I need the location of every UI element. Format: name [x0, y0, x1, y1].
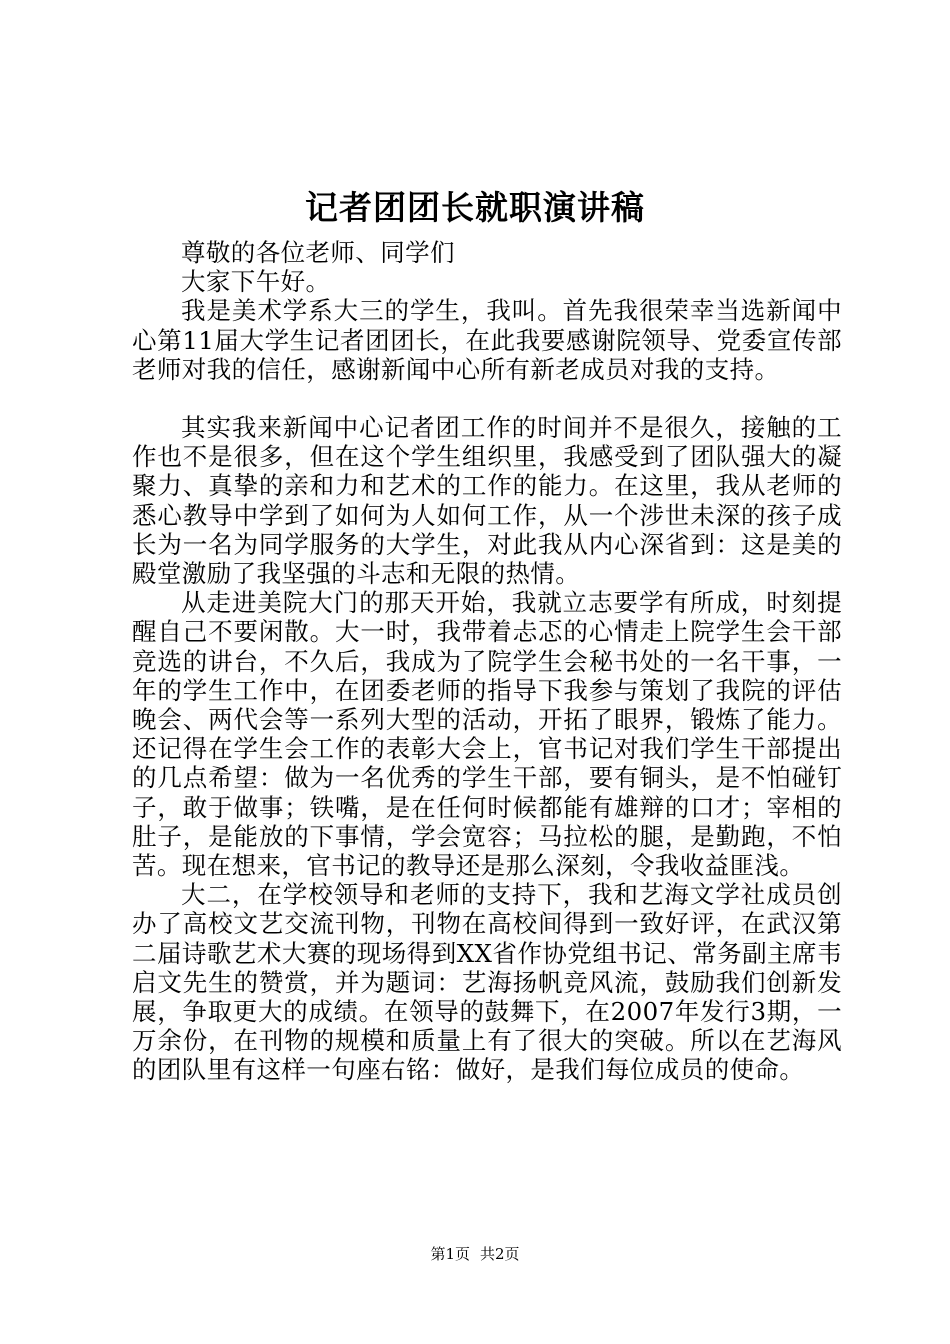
paragraph-second-year: 大二，在学校领导和老师的支持下，我和艺海文学社成员创办了高校文艺交流刊物，刊物在高校间得到一致好评，在武汉第二届诗歌艺术大赛的现场得到XX省作协党组书记、常务副主席韦启文先生的赞赏，并为题词：艺海扬帆竞风流，鼓励我们创新发展，争取更大的成绩。在领导的鼓舞下，在2007年发行3期，一万余份，在刊物的规模和质量上有了很大的突破。所以在艺海风的团队里有这样一句座右铭：做好，是我们每位成员的使命。 — [132, 880, 842, 1085]
paragraph-introduction: 我是美术学系大三的学生，我叫。首先我很荣幸当选新闻中心第11届大学生记者团团长，在此我要感谢院领导、党委宣传部老师对我的信任，感谢新闻中心所有新老成员对我的支持。 — [132, 296, 842, 384]
paragraph-first-year: 从走进美院大门的那天开始，我就立志要学有所成，时刻提醒自己不要闲散。大一时，我带着忐忑的心情走上院学生会干部竞选的讲台，不久后，我成为了院学生会秘书处的一名干事，一年的学生工作中，在团委老师的指导下我参与策划了我院的评估晚会、两代会等一系列大型的活动，开拓了眼界，锻炼了能力。还记得在学生会工作的表彰大会上，官书记对我们学生干部提出的几点希望：做为一名优秀的学生干部，要有铜头，是不怕碰钉子，敢于做事；铁嘴，是在任何时候都能有雄辩的口才；宰相的肚子，是能放的下事情，学会宽容；马拉松的腿，是勤跑，不怕苦。现在想来，官书记的教导还是那么深刻，令我收益匪浅。 — [132, 588, 842, 881]
document-body — [132, 238, 842, 1085]
salutation: 尊敬的各位老师、同学们 — [181, 238, 455, 267]
page-number-current: 第1页 — [430, 1245, 470, 1263]
document-title: 记者团团长就职演讲稿 — [305, 188, 645, 227]
paragraph-experience: 其实我来新闻中心记者团工作的时间并不是很久，接触的工作也不是很多，但在这个学生组织里，我感受到了团队强大的凝聚力、真挚的亲和力和艺术的工作的能力。在这里，我从老师的悉心教导中学到了如何为人如何工作，从一个涉世未深的孩子成长为一名为同学服务的大学生，对此我从内心深省到：这是美的殿堂激励了我坚强的斗志和无限的热情。 — [132, 413, 842, 589]
greeting: 大家下午好。 — [181, 267, 331, 297]
page-number-total: 共2页 — [480, 1245, 520, 1263]
page-footer — [0, 1244, 950, 1264]
